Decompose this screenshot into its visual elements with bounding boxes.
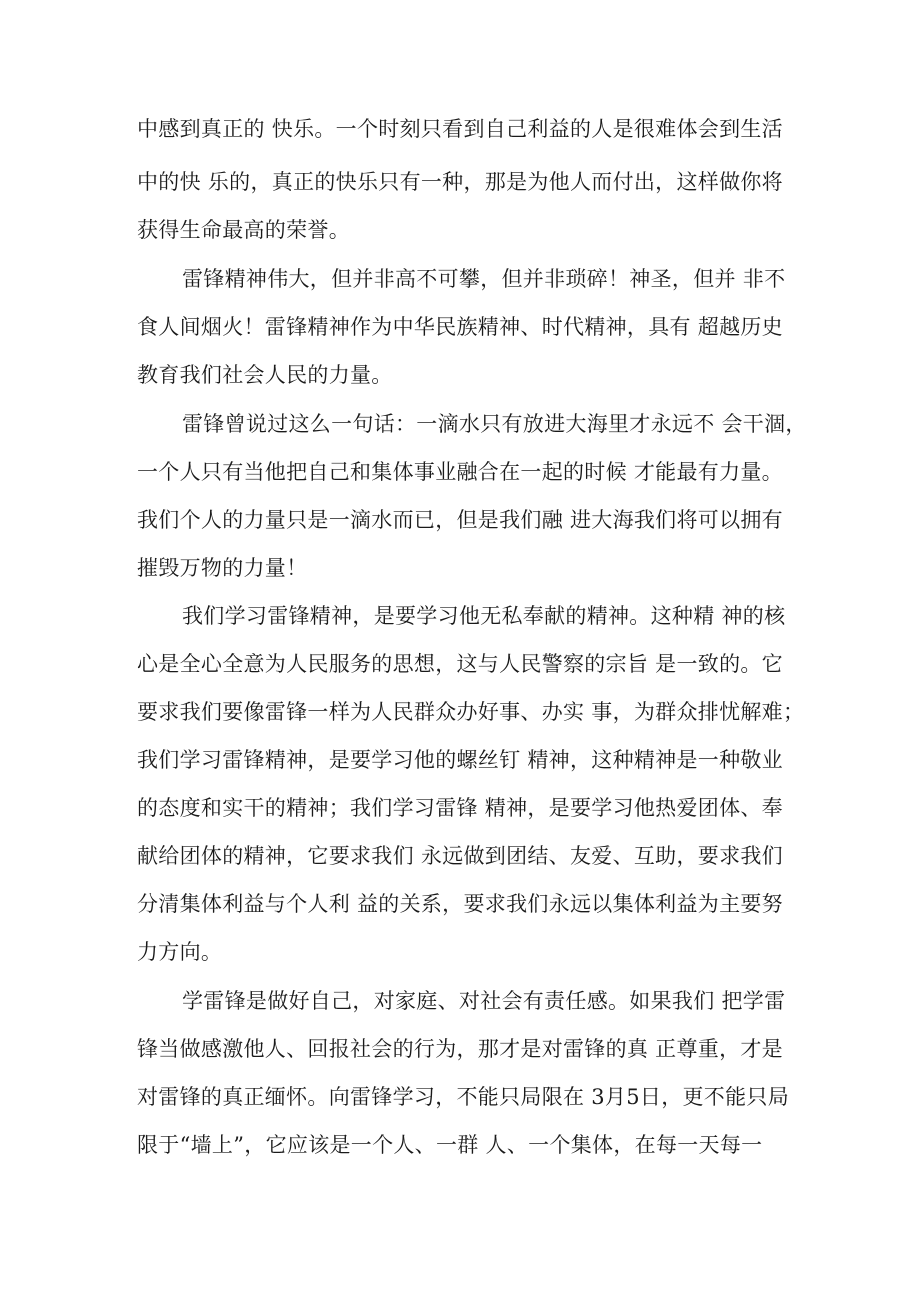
text-line: 心是全心全意为人民服务的思想，这与人民警察的宗旨 是一致的。它 (137, 652, 783, 676)
text-line: 学雷锋是做好自己，对家庭、对社会有责任感。如果我们 把学雷 (182, 989, 786, 1013)
text-line: 对雷锋的真正缅怀。向雷锋学习，不能只局限在 3月5日，更不能只局 (137, 1085, 789, 1109)
text-line: 的态度和实干的精神；我们学习雷锋 精神，是要学习他热爱团体、奉 (137, 796, 783, 820)
text-line: 雷锋曾说过这么一句话：一滴水只有放进大海里才永远不 会干涸， (182, 412, 807, 436)
text-line: 一个人只有当他把自己和集体事业融合在一起的时候 才能最有力量。 (137, 460, 783, 484)
text-line: 我们个人的力量只是一滴水而已，但是我们融 进大海我们将可以拥有 (137, 508, 783, 532)
text-line: 摧毁万物的力量！ (137, 556, 308, 580)
text-line: 锋当做感激他人、回报社会的行为，那才是对雷锋的真 正尊重，才是 (137, 1037, 783, 1061)
text-line: 我们学习雷锋精神，是要学习他的螺丝钉 精神，这种精神是一种敬业 (137, 748, 783, 772)
text-line: 分清集体利益与个人利 益的关系，要求我们永远以集体利益为主要努 (137, 892, 783, 916)
text-line: 雷锋精神伟大，但并非高不可攀，但并非琐碎！神圣，但并 非不 (182, 267, 786, 291)
text-line: 限于“墙上”，它应该是一个人、一群 人、一个集体，在每一天每一 (137, 1133, 763, 1157)
text-line: 食人间烟火！雷锋精神作为中华民族精神、时代精神，具有 超越历史 (137, 315, 783, 339)
text-line: 要求我们要像雷锋一样为人民群众办好事、办实 事，为群众排忧解难； (137, 700, 805, 724)
text-line: 献给团体的精神，它要求我们 永远做到团结、友爱、互助，要求我们 (137, 844, 783, 868)
text-line: 中感到真正的 快乐。一个时刻只看到自己利益的人是很难体会到生活 (137, 117, 783, 141)
text-line: 力方向。 (137, 940, 223, 964)
text-line: 获得生命最高的荣誉。 (137, 218, 350, 242)
text-line: 我们学习雷锋精神，是要学习他无私奉献的精神。这种精 神的核 (182, 604, 786, 628)
text-line: 中的快 乐的，真正的快乐只有一种，那是为他人而付出，这样做你将 (137, 170, 783, 194)
text-line: 教育我们社会人民的力量。 (137, 363, 393, 387)
